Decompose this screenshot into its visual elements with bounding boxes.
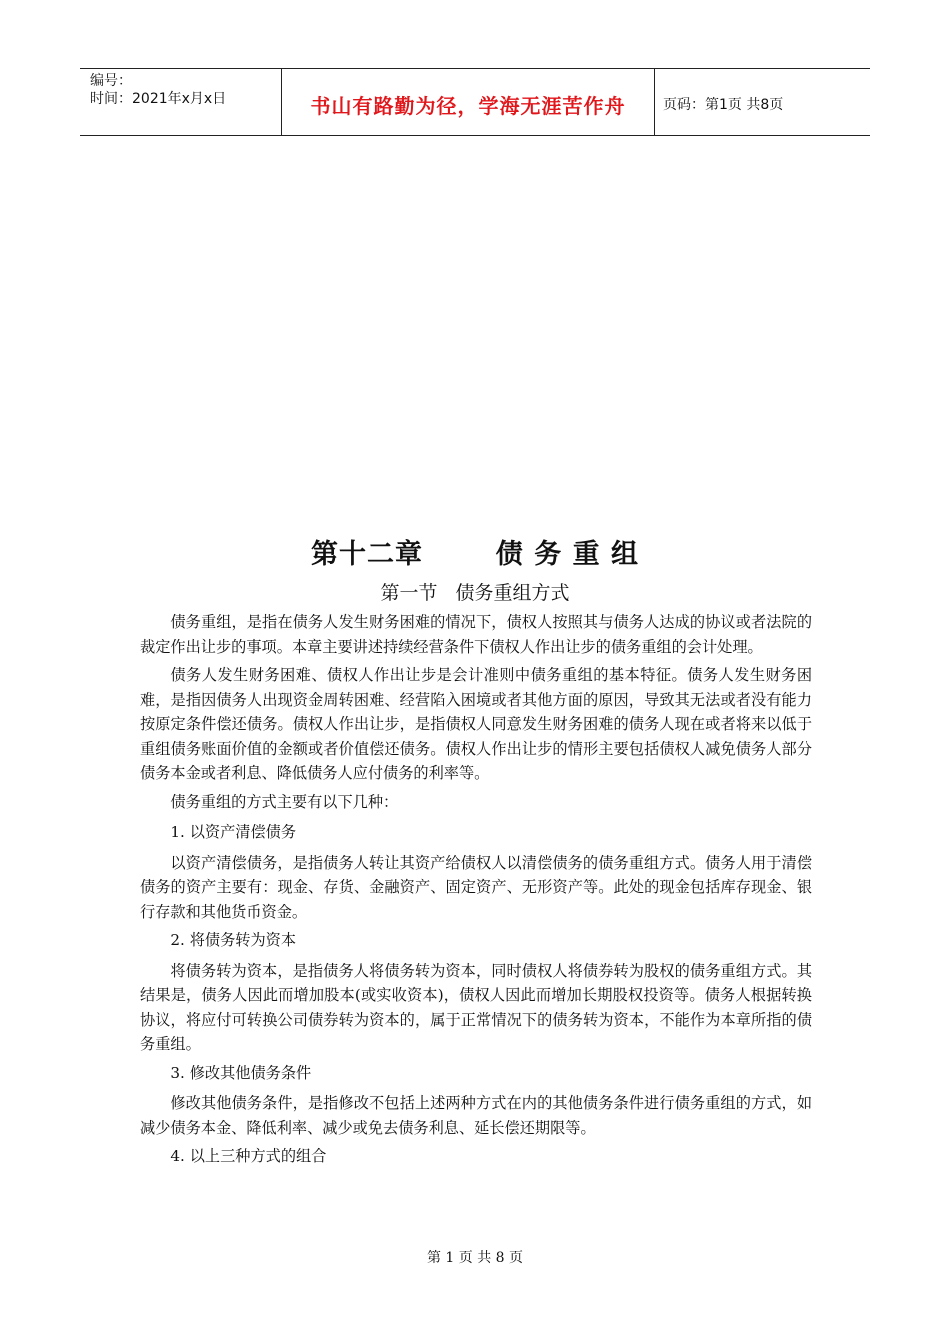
time-label: 时间：2021年x月x日 (90, 91, 227, 107)
paragraph-methods-intro: 债务重组的方式主要有以下几种： (170, 792, 399, 811)
page-footer: 第 1 页 共 8 页 (426, 1250, 524, 1266)
list-item-heading: 4. 以上三种方式的组合 (170, 1147, 327, 1165)
body-text (140, 610, 812, 1175)
paragraph-definition: 债务重组，是指在债务人发生财务困难的情况下，债权人按照其与债务人达成的协议或者法院的裁定作出让步的事项。本章主要讲述持续经营条件下债权人作出让步的债务重组的会计处理。 (140, 613, 812, 656)
header-motto-cell (282, 69, 655, 135)
list-item-heading: 1. 以资产清偿债务 (170, 823, 297, 841)
number-label: 编号： (90, 73, 132, 89)
page-info: 页码：第1页 共8页 (663, 97, 784, 113)
paragraph-debt-to-capital: 将债务转为资本，是指债务人将债务转为资本，同时债权人将债券转为股权的债务重组方式。其结果是，债务人因此而增加股本(或实收资本)，债权人因此而增加长期股权投资等。债务人根据转换协议，将应付可转换公司债券转为资本的，属于正常情况下的债务转为资本，不能作为本章所指的债务重组。 (140, 961, 812, 1053)
document-header (80, 68, 870, 136)
paragraph-modify-terms: 修改其他债务条件，是指修改不包括上述两种方式在内的其他债务条件进行债务重组的方式，如减少债务本金、降低利率、减少或免去债务利息、延长偿还期限等。 (140, 1094, 812, 1137)
list-item-heading: 3. 修改其他债务条件 (170, 1063, 312, 1082)
section-title: 第一节 债务重组方式 (380, 582, 570, 604)
motto-text: 书山有路勤为径，学海无涯苦作舟 (310, 93, 626, 118)
header-meta (80, 69, 282, 135)
paragraph-features: 债务人发生财务困难、债权人作出让步是会计准则中债务重组的基本特征。债务人发生财务困难，是指因债务人出现资金周转困难、经营陷入困境或者其他方面的原因，导致其无法或者没有能力按原定条件偿还债务。债权人作出让步，是指债权人同意发生财务困难的债务人现在或者将来以低于重组债务账面价值的金额或者价值偿还债务。债权人作出让步的情形主要包括债权人减免债务人部分债务本金或者利息、降低债务人应付债务的利率等。 (140, 666, 812, 782)
paragraph-asset-settlement: 以资产清偿债务，是指债务人转让其资产给债权人以清偿债务的债务重组方式。债务人用于清偿债务的资产主要有：现金、存货、金融资产、固定资产、无形资产等。此处的现金包括库存现金、银行存款和其他货币资金。 (140, 853, 812, 921)
list-item-heading: 2. 将债务转为资本 (170, 931, 297, 949)
header-page-info-cell (655, 69, 870, 135)
chapter-title: 第十二章 债 务 重 组 (311, 539, 639, 570)
